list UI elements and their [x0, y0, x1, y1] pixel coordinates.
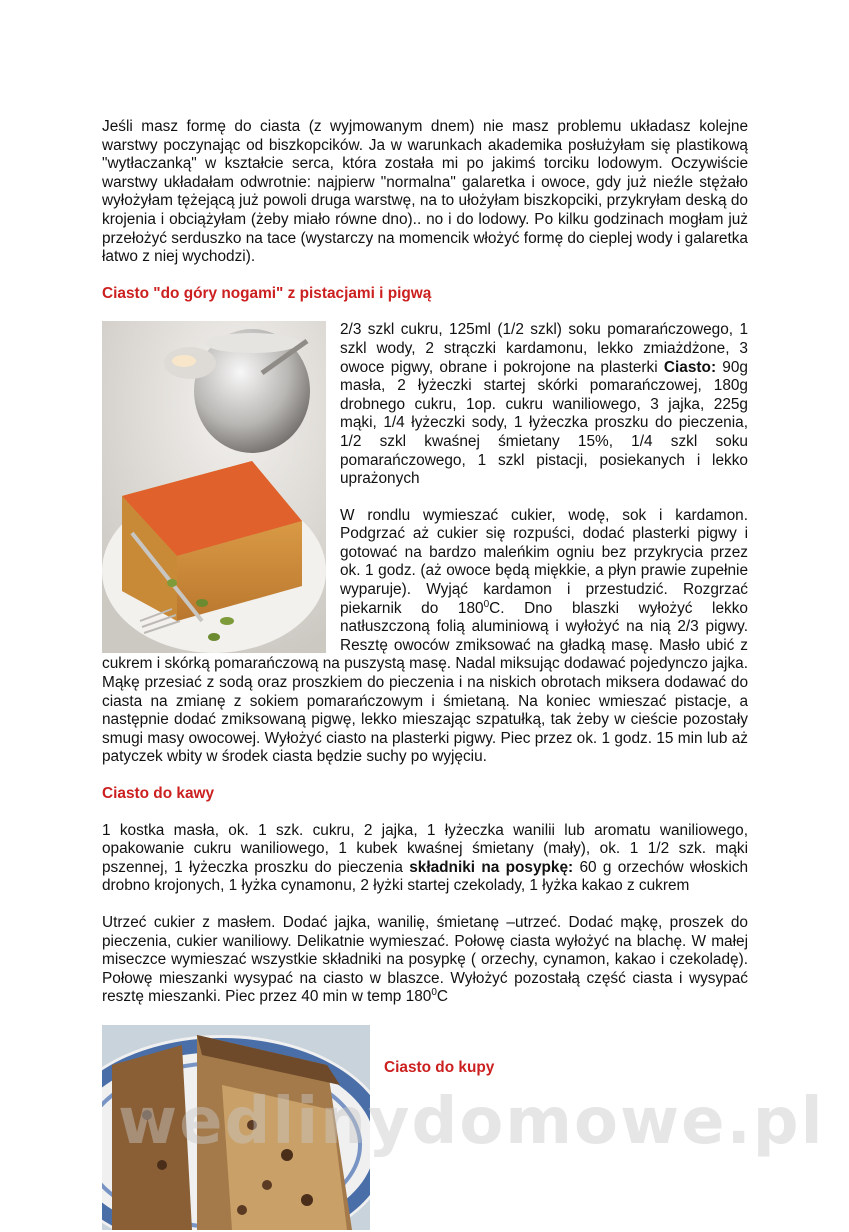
watermark-text: wedlinydomowe.pl — [118, 1085, 825, 1159]
recipe3-title: Ciasto do kupy — [384, 1058, 495, 1076]
intro-paragraph: Jeśli masz formę do ciasta (z wyjmowanym dnem) nie masz problemu układasz kolejne warstwy poczynając od biszkopcików. Ja w warunkach akademika posłużyłam się plastikową "wytłaczanką" w kształcie serca, która została mi po jakimś torciku lodowym. Oczywiście warstwy układałam odwrotnie: najpierw "normalna" galaretka i owoce, gdy już nieźle stężało wyłożyłam tężejącą już powoli druga warstwę, na to ułożyłam biszkopciki, przykryłam deską do krojenia i obciążyłam (żeby miało równe dno).. no i do lodowy. Po kilku godzinach mogłam już przełożyć serduszko na tace (wystarczy na momencik włożyć formę do cieplej wody i galaretka łatwo z niej wychodzi). — [102, 118, 748, 266]
recipe1-title: Ciasto "do góry nogami" z pistacjami i pigwą — [102, 284, 432, 302]
recipe1-ingredients: 2/3 szkl cukru, 125ml (1/2 szkl) soku pomarańczowego, 1 szkl wody, 2 strączki kardamonu, lekko zmiażdżone, 3 owoce pigwy, obrane i pokrojone na plasterki Ciasto: 90g masła, 2 łyżeczki startej skórki pomarańczowej, 180g drobnego cukru, 1op. cukru waniliowego, 3 jajka, 225g mąki, 1/4 łyżeczki sody, 1 łyżeczka proszku do pieczenia, 1/2 szkl kwaśnej śmietany 15%, 1/4 szkl soku pomarańczowego, 1 szkl pistacji, posiekanych i lekko uprażonych — [340, 321, 748, 488]
cake-slice-photo — [102, 321, 326, 653]
recipe2-title: Ciasto do kawy — [102, 785, 215, 802]
recipe2-ingredients: 1 kostka masła, ok. 1 szk. cukru, 2 jajka, 1 łyżeczka wanilii lub aromatu waniliowego, opakowanie cukru waniliowego, 1 kubek kwaśnej śmietany (mały), ok. 1 1/2 szk. mąki pszennej, 1 łyżeczka proszku do pieczenia składniki na posypkę: 60 g orzechów włoskich drobno krojonych, 1 łyżka cynamonu, 2 łyżki startej czekolady, 1 łyżka kakao z cukrem — [102, 821, 749, 895]
document-page — [102, 118, 748, 1232]
recipe1-ingredients-label: Ciasto: — [663, 358, 717, 376]
recipe2-method: Utrzeć cukier z masłem. Dodać jajka, wanilię, śmietanę –utrzeć. Dodać mąkę, proszek do pieczenia, cukier waniliowy. Delikatnie wymieszać. Połowę ciasta wyłożyć na blachę. W małej miseczce wymieszać wszystkie składniki na posypkę ( orzechy, cynamon, kakao i czekoladę). Połowę mieszanki wysypać na ciasto w blaszce. Wyłożyć pozostałą część ciasta i wysypać resztę mieszanki. Piec przez 40 min w temp $180^0C$ — [102, 913, 748, 1006]
coffee-cake-photo — [102, 1025, 370, 1230]
recipe1-method: W rondlu wymieszać cukier, wodę, sok i kardamon. Podgrzać aż cukier się rozpuści, dodać plasterki pigwy i gotować na bardzo maleńkim ogniu bez przykrycia przez ok. 1 godz. (aż owoce będą miękkie, a płyn prawie zupełnie wyparuje). Wyjąć kardamon i przestudzić. Rozgrzać piekarnik do $180^0C$. Dno blaszki wyłożyć lekko natłuszczoną folią aluminiową i wyłożyć na nią 2/3 pigwy. Resztę owoców zmiksować na gładką masę. Masło ubić z cukrem i skórką pomarańczową na puszystą masę. Nadal miksując dodawać pojedynczo jajka. Mąkę przesiać z sodą oraz proszkiem do pieczenia i na niskich obrotach miksera dodawać do ciasta na zmianę z sokiem pomarańczowym i śmietaną. Na koniec wmieszać pistacje, a następnie dodać zmiksowaną pigwę, lekko mieszając szpatułką, tak żeby w cieście pozostały smugi masy owocowej. Wyłożyć ciasto na plasterki pigwy. Piec przez ok. 1 godz. 15 min lub aż patyczek wbity w środek ciasta będzie suchy po wyjęciu. — [102, 506, 748, 766]
recipe2-ingredients-label: składniki na posypkę: — [409, 858, 574, 876]
